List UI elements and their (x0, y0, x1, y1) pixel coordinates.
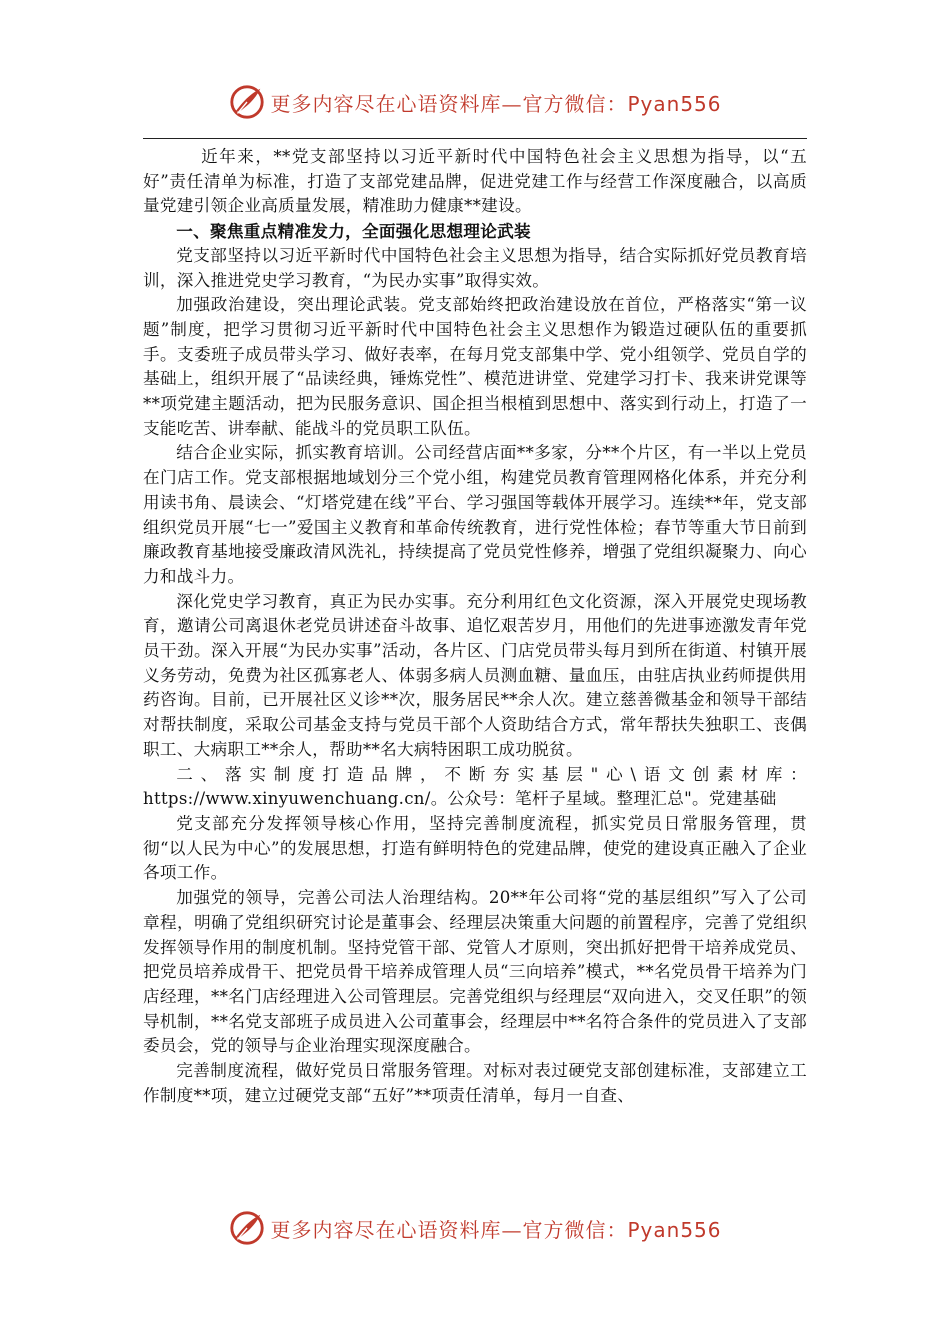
wechat-id: Pyan556 (627, 91, 722, 116)
wechat-id: Pyan556 (627, 1217, 722, 1242)
section-heading-2: 二、落实制度打造品牌，不断夯实基层"心\语文创素材库：https://www.xinyuwenchuang.cn/。公众号：笔杆子星域。整理汇总"。党建基础 (143, 764, 807, 809)
feather-logo-icon (228, 83, 266, 121)
paragraph: 结合企业实际，抓实教育培训。公司经营店面**多家，分**个片区，有一半以上党员在门店工作。党支部根据地域划分三个党小组，构建党员教育管理网格化体系，并充分利用读书角、晨读会、“灯塔党建在线”平台、学习强国等载体开展学习。连续**年，党支部组织党员开展“七一”爱国主义教育和革命传统教育，进行党性体检；春节等重大节日前到廉政教育基地接受廉政清风洗礼，持续提高了党员党性修养，增强了党组织凝聚力、向心力和战斗力。 (143, 443, 807, 586)
intro-paragraph: 近年来，**党支部坚持以习近平新时代中国特色社会主义思想为指导，以“五好”责任清单为标准，打造了支部党建品牌，促进党建工作与经营工作深度融合，以高质量党建引领企业高质量发展，精准助力健康**建设。 (143, 147, 807, 216)
banner-text: 更多内容尽在心语资料库—官方微信：Pyan556 (270, 1217, 722, 1242)
banner-text: 更多内容尽在心语资料库—官方微信：Pyan556 (270, 91, 722, 116)
footer-banner (0, 1206, 950, 1250)
header-divider (143, 138, 807, 139)
paragraph: 加强政治建设，突出理论武装。党支部始终把政治建设放在首位，严格落实“第一议题”制度，把学习贯彻习近平新时代中国特色社会主义思想作为锻造过硬队伍的重要抓手。支委班子成员带头学习、做好表率，在每月党支部集中学、党小组领学、党员自学的基础上，组织开展了“品读经典，锤炼党性”、模范进讲堂、党建学习打卡、我来讲党课等**项党建主题活动，把为民服务意识、国企担当根植到思想中、落实到行动上，打造了一支能吃苦、讲奉献、能战斗的党员职工队伍。 (143, 295, 807, 438)
section-heading-1: 一、聚焦重点精准发力，全面强化思想理论武装 (176, 221, 531, 242)
paragraph: 党支部坚持以习近平新时代中国特色社会主义思想为指导，结合实际抓好党员教育培训，深入推进党史学习教育，“为民办实事”取得实效。 (143, 245, 807, 290)
paragraph: 完善制度流程，做好党员日常服务管理。对标对表过硬党支部创建标准，支部建立工作制度**项，建立过硬党支部“五好”**项责任清单，每月一自查、 (143, 1061, 807, 1105)
paragraph: 深化党史学习教育，真正为民办实事。充分利用红色文化资源，深入开展党史现场教育，邀请公司离退休老党员讲述奋斗故事、追忆艰苦岁月，用他们的先进事迹激发青年党员干劲。深入开展“为民办实事”活动，各片区、门店党员带头每月到所在街道、村镇开展义务劳动，免费为社区孤寡老人、体弱多病人员测血糖、量血压，由驻店执业药师提供用药咨询。目前，已开展社区义诊**次，服务居民**余人次。建立慈善微基金和领导干部结对帮扶制度，采取公司基金支持与党员干部个人资助结合方式，常年帮扶失独职工、丧偶职工、大病职工**余人，帮助**名大病特困职工成功脱贫。 (143, 591, 807, 759)
paragraph: 党支部充分发挥领导核心作用，坚持完善制度流程，抓实党员日常服务管理，贯彻“以人民为中心”的发展思想，打造有鲜明特色的党建品牌，使党的建设真正融入了企业各项工作。 (143, 813, 807, 883)
paragraph: 加强党的领导，完善公司法人治理结构。20**年公司将“党的基层组织”写入了公司章程，明确了党组织研究讨论是董事会、经理层决策重大问题的前置程序，完善了党组织发挥领导作用的制度机制。坚持党管干部、党管人才原则，突出抓好把骨干培养成党员、把党员培养成骨干、把党员骨干培养成管理人员“三向培养”模式，**名党员骨干培养为门店经理，**名门店经理进入公司管理层。完善党组织与经理层“双向进入，交叉任职”的领导机制，**名党支部班子成员进入公司董事会，经理层中**名符合条件的党员进入了支部委员会，党的领导与企业治理实现深度融合。 (143, 888, 807, 1056)
header-banner (0, 80, 950, 124)
document-body (143, 145, 807, 1108)
feather-logo-icon (228, 1209, 266, 1247)
